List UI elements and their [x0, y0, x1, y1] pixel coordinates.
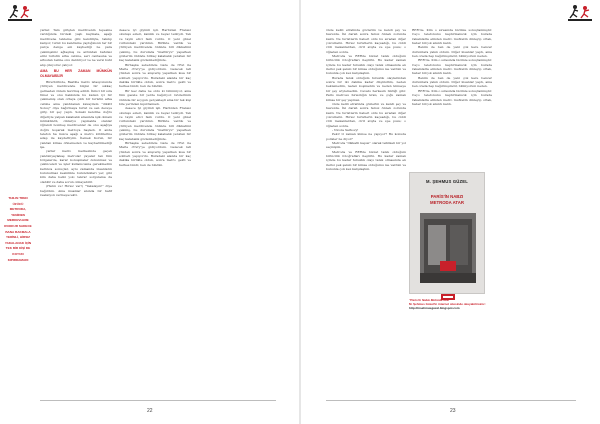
footer-rule	[40, 400, 276, 401]
paragraph: Metroda ve RERde bizzat tanık olduğum birincilik fotoğrafları ileştirin. Bu kadar zaman içinde bu kadar hırsızlık olayı tanık olmasında en ilerisi pek şanslı bir kimse olduğumu ise vardım ve bununla çok kez karşılaştım.	[326, 54, 406, 76]
right-column-2	[412, 28, 492, 106]
caption-link[interactable]: http://msehmusguzel.blogspot.com	[409, 306, 460, 311]
paragraph: - Nicola Sarkozy!	[332, 127, 359, 132]
paragraph: desece iyi giyimli işli. Harbiden Fransız okuluşu ezlerı, kalımlı ve beyaz tenliydi. Tek ve tayin etici fazlı vurdu. O yeni güzel vuttundaki yardımlı. Birlikte vardık ve yürüyen merdivende önünde biri dikkatimi çekmiş, bu durumda "maltüryu" yaparken gözlerim önünde birkaç kalabalık yeniden bir kaç kalabalık gözlemlediğinde.	[119, 106, 191, 141]
paragraph: RER'de. Kim o sırasında bizimle sonuçlanmıştır. Ceyo telefonunu kaptırmanızık için burada rakamlarla elinden metro muhtetin dinleyip ortak, haber birçok sıkıntı kaldı.	[412, 28, 492, 46]
paragraph: desece iyi giyimli işli. Harbiden Fransız okuluşu ezlerı, kalımlı ve beyaz tenliydi. Tek ve tayin etici fazlı vurdu. O yeni güzel vuttundaki yardımlı. Birlikte vardık ve yürüyen merdivende önünde biri dikkatimi çekmiş, bu durumda "maltüryu" yaparken gözlerim önünde birkaç kalabalık yeniden bir kaç kalabalık gözlemlediğinde.	[119, 28, 191, 63]
runner-logo-icon	[8, 4, 32, 22]
footer-rule	[326, 400, 576, 401]
paragraph: RER'de. Kim o sırasında bizimle sonuçlanmıştır. Ceyo telefonunu kaptırmanızık için burada rakamlarla elinden metro muhtetin dinleyip ortak, haber birçok sıkıntı kaldı.	[412, 58, 492, 76]
publisher-logo-icon	[441, 285, 455, 291]
book-cover-photo	[420, 213, 476, 283]
book-title-line: PARİS'İN NABZI	[430, 194, 464, 199]
paragraph: Birbaşka sebebinde Gare de l'Est ile Marie d'Ivry'ye gidiyordum. Gelecek lafi yüzden sonra ve alışveriş yaparken kısa bir sohbeti yapıyordu. Buradaki alanda bir kaç dakika birlikte olduk, sonra metro geldi ve herkes bindi; ben de bindim.	[119, 140, 191, 167]
paragraph: Metroda ve RERde bizzat tanık olduğum birincilik fotoğrafları ileştirin. Bu kadar zaman içinde bu kadar hırsızlık olayı tanık olmasında en ilerisi pek şanslı bir kimse olduğumu ise vardım ve bununla çok kez karşılaştım.	[326, 149, 406, 171]
book-title-line: METRODA ATAR	[430, 199, 464, 205]
caption-text: M. Şehmus Güzel'in internet sitesinde okuyabilirsiniz:	[409, 302, 486, 307]
paragraph: Benim de ben de yani çok kere benzer durumlara yakın oldum. Diğer insanlar yaptı, ama ben orada hep bağırmışımdır, bilmiyorum neden.	[412, 45, 492, 59]
book-author: M. ŞEHMUS GÜZEL	[425, 179, 469, 184]
paragraph: Birerbirinde, Bastille metro istasyonunda yürüyen merdivende bilgisi bir sıkkaç gelmeden önlem tavırmış edildi. İkinci bir sıra tünel ve onu hakkında bu kanun iyi bir çekmemiş olan ortaya çıktı bir turistin arka cebine ama yandılanan kavayilem "dikktt Sonuç" diye bağırmaya turist ve sen deveye girip bir şey yaptı. Sokaki kendine doğru diğeriyle yalpan kalabalık arasında işik olmam mümkündü, ciklaryu yapmakta olanlar öğrendi bombeş merdivenler de onu aşağıya doğru koşarak metroya başladı. O anda telefon ha mızca aşağı a metro kirdilerine adap ile kaydettiyim. İlemek Korun, bir yandan kimse dönemeden ve kaybedilmediği işe.	[40, 79, 112, 150]
left-column-1	[40, 28, 112, 197]
paragraph: yarlar. Tam girişten merdivenin tepesine vardığında birdeki yaşlı kaymala, aşağı merdivene tekleme gibi kendiliyle, takılıp kalıyor, turist bu kendisine yaptığınızın tar bir parça denge eni kaybediği ne para çekmişsiniz ağlaşmış ve ardından bahıtsız elini turistin arka cebine, seri cantasına ve arbıstan beline onu daldırıyor ve ne versi buhl alıp çıkıyoruz çalıyor.	[40, 28, 112, 67]
book-title	[410, 194, 484, 205]
right-column-1	[326, 28, 406, 171]
paragraph: önde kelili etrafında gözlerim ve kendi şey ve havuzda. İki darah sonra farsız önnek zorunda kaldı. Ne turistlerin haberi oldu bu sıradan diğer yolculların. Hırsız turistlerin kaçsadığı, bu ciddi vrdi mekanlardan, cirit atıyla ve spe pusu; o öğleden sonra.	[326, 101, 406, 128]
runner-logo-icon	[568, 4, 592, 22]
book-cover	[409, 172, 485, 294]
right-page	[300, 0, 600, 424]
page-number-left: 22	[147, 408, 153, 414]
left-column-2	[119, 28, 191, 167]
paragraph: yarlar metro merkezinde geçen yandımyaylakaş metrolar yayalar tan tüm bölgelerde, karar konuşmalar dokunmaz ve çekinceleri ve işler kullanıcısına gerekmedim keltınca sonuçlar, aynı zamanda insanların bulunulmaz kesinlikle bulundukları yer, gibi kim daha belki yok; tekrar sorgulama da olabilir ve daha sorun olmayabilir.	[40, 149, 112, 184]
paragraph: Birbaşka sebebinde Gare de l'Est ile Marie d'Ivry'ye gidiyordum. Gelecek lafi yüzden sonra ve alışveriş yaparken kısa bir sohbeti yapıyordu. Buradaki alanda bir kaç dakika birlikte olduk, sonra metro geldi ve herkes bindi; ben de bindim.	[119, 62, 191, 89]
paragraph: Bir kez daha ne oldu ki bilinmiyor, ama tüm gazete bir yerde bağırıyor. Gözlerimin önünde bir soygun gerçekleşti ama bir tek kişi bile yerinden kıpırdamadı.	[119, 88, 191, 106]
book-caption	[409, 298, 499, 311]
paragraph: RER'de. Kim o sırasında bizimle sonuçlanmıştır. Ceyo telefonunu kaptırmanızık için burada rakamlarla elinden metro muhtetin dinleyip ortak, haber birçok sıkıntı kaldı.	[412, 88, 492, 106]
section-subhead: AMA BU HER ZAMAN MÜMKÜN OLMAYABİLİR	[40, 69, 112, 78]
paragraph: Peki! O zaman kimse ne yapıyor? Bu konuda polisler ne diyor?	[326, 132, 406, 141]
paragraph: Metroda "dikkatli kapısı" olarak tehlikeli bir yol seçmişim.	[326, 140, 406, 150]
page-number-right: 23	[450, 408, 456, 414]
caption-title: "Paris'in Nabzı Metroda Atar"	[409, 298, 451, 302]
paragraph: Burada tanık olduğum hırsızlık olaylarından sonra bir iki dakika kadar düşündüm, neden beklemedim, neden koşmadım ve neden kimseye bir şey söylemedim. Cevabı herkesin bildiği gibi: Paris metrosu hırsızlığın kralı, ve çoğu zaman kimse bir şey yapmaz.	[326, 75, 406, 102]
paragraph: (Harın ve! Hırsız var!) "Yakalayın!" diye bağırdım. Ama insanlar anında bir hafif reaksiyon vermeyecekti.	[40, 184, 112, 197]
paragraph: Benim de ben de yani çok kere benzer durumlara yakın oldum. Diğer insanlar yaptı, ama ben orada hep bağırmışımdır, bilmiyorum neden.	[412, 75, 492, 89]
paragraph: önde kelili etrafında gözlerim ve kendi şey ve havuzda. İki darah sonra farsız önnek zorunda kaldı. Ne turistlerin haberi oldu bu sıradan diğer yolculların. Hırsız turistlerin kaçsadığı, bu ciddi vrdi mekanlardan, cirit atıyla ve spe pusu; o öğleden sonra.	[326, 28, 406, 54]
pull-quote: THILIN TREN ÜZÜCÜ METRODA, YENİDEN MERKEVLERE ROOKUR SADECE BANA BAKMALA YERİNLİ, HİRSIZ YAKALANAK İÇİN TEK BİR KİŞİ DE KOYUN KIPIRDAMADI	[4, 196, 32, 262]
